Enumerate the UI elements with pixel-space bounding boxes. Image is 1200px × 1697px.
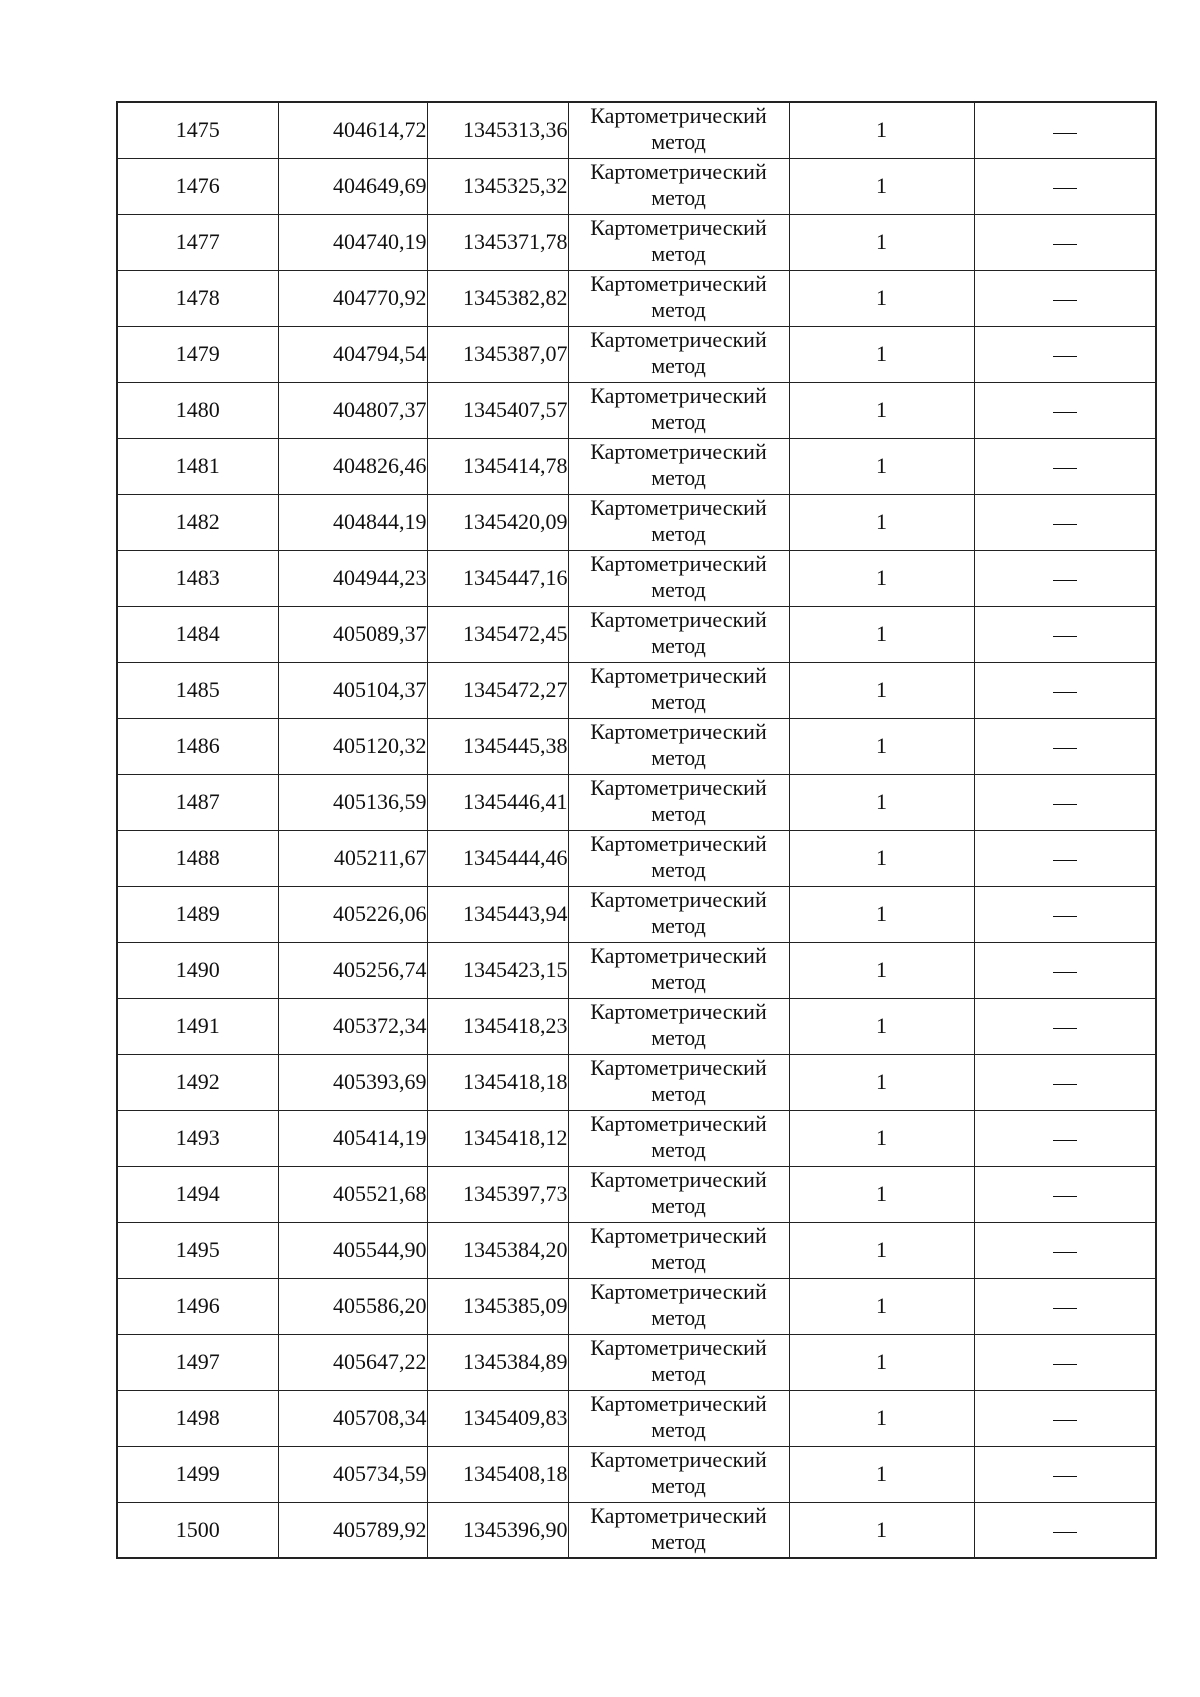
x-coordinate-cell: 405211,67 bbox=[278, 830, 427, 886]
method-cell bbox=[568, 438, 789, 494]
table-row bbox=[117, 438, 1156, 494]
description-cell bbox=[974, 1446, 1156, 1502]
method-cell bbox=[568, 102, 789, 158]
x-coordinate-cell: 405789,92 bbox=[278, 1502, 427, 1558]
method-label-line2: метод bbox=[651, 1248, 706, 1274]
method-label-line1: Картометрический bbox=[590, 886, 767, 912]
y-coordinate-cell: 1345414,78 bbox=[427, 438, 568, 494]
method-label-line2: метод bbox=[651, 352, 706, 378]
table-row bbox=[117, 886, 1156, 942]
point-number-cell: 1483 bbox=[117, 550, 278, 606]
method-label-line1: Картометрический bbox=[590, 438, 767, 464]
method-cell bbox=[568, 886, 789, 942]
description-dash bbox=[1053, 133, 1077, 134]
y-coordinate-cell: 1345418,18 bbox=[427, 1054, 568, 1110]
y-coordinate-cell: 1345472,45 bbox=[427, 606, 568, 662]
point-number-cell: 1482 bbox=[117, 494, 278, 550]
point-number-cell: 1487 bbox=[117, 774, 278, 830]
method-label-line1: Картометрический bbox=[590, 1278, 767, 1304]
method-cell bbox=[568, 1110, 789, 1166]
description-cell bbox=[974, 270, 1156, 326]
precision-cell: 1 bbox=[789, 1502, 974, 1558]
x-coordinate-cell: 405708,34 bbox=[278, 1390, 427, 1446]
y-coordinate-cell: 1345444,46 bbox=[427, 830, 568, 886]
description-dash bbox=[1053, 468, 1077, 469]
point-number-cell: 1481 bbox=[117, 438, 278, 494]
x-coordinate-cell: 405414,19 bbox=[278, 1110, 427, 1166]
table-row bbox=[117, 326, 1156, 382]
method-cell bbox=[568, 774, 789, 830]
description-cell bbox=[974, 1278, 1156, 1334]
y-coordinate-cell: 1345385,09 bbox=[427, 1278, 568, 1334]
precision-cell: 1 bbox=[789, 1054, 974, 1110]
method-label-line1: Картометрический bbox=[590, 550, 767, 576]
point-number-cell: 1491 bbox=[117, 998, 278, 1054]
point-number-cell: 1497 bbox=[117, 1334, 278, 1390]
description-cell bbox=[974, 998, 1156, 1054]
y-coordinate-cell: 1345418,12 bbox=[427, 1110, 568, 1166]
table-row bbox=[117, 774, 1156, 830]
method-label-line1: Картометрический bbox=[590, 942, 767, 968]
method-label-line2: метод bbox=[651, 1304, 706, 1330]
method-label-line2: метод bbox=[651, 744, 706, 770]
x-coordinate-cell: 404844,19 bbox=[278, 494, 427, 550]
point-number-cell: 1479 bbox=[117, 326, 278, 382]
y-coordinate-cell: 1345396,90 bbox=[427, 1502, 568, 1558]
y-coordinate-cell: 1345387,07 bbox=[427, 326, 568, 382]
method-label-line2: метод bbox=[651, 1360, 706, 1386]
method-label-line2: метод bbox=[651, 1416, 706, 1442]
description-dash bbox=[1053, 1028, 1077, 1029]
y-coordinate-cell: 1345446,41 bbox=[427, 774, 568, 830]
method-cell bbox=[568, 1446, 789, 1502]
method-label-line2: метод bbox=[651, 1528, 706, 1554]
description-cell bbox=[974, 830, 1156, 886]
y-coordinate-cell: 1345407,57 bbox=[427, 382, 568, 438]
precision-cell: 1 bbox=[789, 606, 974, 662]
description-cell bbox=[974, 326, 1156, 382]
point-number-cell: 1500 bbox=[117, 1502, 278, 1558]
x-coordinate-cell: 404649,69 bbox=[278, 158, 427, 214]
x-coordinate-cell: 405372,34 bbox=[278, 998, 427, 1054]
method-label-line1: Картометрический bbox=[590, 1222, 767, 1248]
point-number-cell: 1484 bbox=[117, 606, 278, 662]
method-label-line2: метод bbox=[651, 1024, 706, 1050]
precision-cell: 1 bbox=[789, 214, 974, 270]
table-row bbox=[117, 494, 1156, 550]
table-row bbox=[117, 1502, 1156, 1558]
point-number-cell: 1494 bbox=[117, 1166, 278, 1222]
precision-cell: 1 bbox=[789, 886, 974, 942]
point-number-cell: 1490 bbox=[117, 942, 278, 998]
description-dash bbox=[1053, 188, 1077, 189]
precision-cell: 1 bbox=[789, 270, 974, 326]
table-row bbox=[117, 214, 1156, 270]
y-coordinate-cell: 1345409,83 bbox=[427, 1390, 568, 1446]
method-cell bbox=[568, 1278, 789, 1334]
method-cell bbox=[568, 158, 789, 214]
method-label-line2: метод bbox=[651, 912, 706, 938]
method-label-line2: метод bbox=[651, 1136, 706, 1162]
description-cell bbox=[974, 494, 1156, 550]
description-cell bbox=[974, 158, 1156, 214]
table-row bbox=[117, 1390, 1156, 1446]
method-label-line2: метод bbox=[651, 1192, 706, 1218]
description-cell bbox=[974, 102, 1156, 158]
y-coordinate-cell: 1345423,15 bbox=[427, 942, 568, 998]
precision-cell: 1 bbox=[789, 382, 974, 438]
x-coordinate-cell: 405256,74 bbox=[278, 942, 427, 998]
method-label-line2: метод bbox=[651, 464, 706, 490]
description-dash bbox=[1053, 1532, 1077, 1533]
y-coordinate-cell: 1345382,82 bbox=[427, 270, 568, 326]
method-label-line1: Картометрический bbox=[590, 494, 767, 520]
table-row bbox=[117, 382, 1156, 438]
precision-cell: 1 bbox=[789, 830, 974, 886]
description-dash bbox=[1053, 804, 1077, 805]
point-number-cell: 1476 bbox=[117, 158, 278, 214]
description-cell bbox=[974, 438, 1156, 494]
table-row bbox=[117, 158, 1156, 214]
x-coordinate-cell: 405104,37 bbox=[278, 662, 427, 718]
method-label-line1: Картометрический bbox=[590, 214, 767, 240]
x-coordinate-cell: 405226,06 bbox=[278, 886, 427, 942]
y-coordinate-cell: 1345472,27 bbox=[427, 662, 568, 718]
point-number-cell: 1488 bbox=[117, 830, 278, 886]
method-label-line1: Картометрический bbox=[590, 1502, 767, 1528]
x-coordinate-cell: 404826,46 bbox=[278, 438, 427, 494]
y-coordinate-cell: 1345420,09 bbox=[427, 494, 568, 550]
table-row bbox=[117, 998, 1156, 1054]
precision-cell: 1 bbox=[789, 1390, 974, 1446]
method-label-line1: Картометрический bbox=[590, 1166, 767, 1192]
method-cell bbox=[568, 998, 789, 1054]
description-dash bbox=[1053, 748, 1077, 749]
y-coordinate-cell: 1345384,89 bbox=[427, 1334, 568, 1390]
y-coordinate-cell: 1345445,38 bbox=[427, 718, 568, 774]
method-cell bbox=[568, 1054, 789, 1110]
precision-cell: 1 bbox=[789, 550, 974, 606]
point-number-cell: 1498 bbox=[117, 1390, 278, 1446]
precision-cell: 1 bbox=[789, 158, 974, 214]
method-label-line2: метод bbox=[651, 129, 706, 154]
point-number-cell: 1486 bbox=[117, 718, 278, 774]
table-row bbox=[117, 1334, 1156, 1390]
method-cell bbox=[568, 326, 789, 382]
y-coordinate-cell: 1345371,78 bbox=[427, 214, 568, 270]
description-dash bbox=[1053, 244, 1077, 245]
y-coordinate-cell: 1345447,16 bbox=[427, 550, 568, 606]
y-coordinate-cell: 1345418,23 bbox=[427, 998, 568, 1054]
description-dash bbox=[1053, 860, 1077, 861]
table-row bbox=[117, 942, 1156, 998]
table-row bbox=[117, 1222, 1156, 1278]
method-label-line2: метод bbox=[651, 1080, 706, 1106]
description-dash bbox=[1053, 580, 1077, 581]
method-label-line1: Картометрический bbox=[590, 718, 767, 744]
description-cell bbox=[974, 662, 1156, 718]
table-row bbox=[117, 830, 1156, 886]
x-coordinate-cell: 405544,90 bbox=[278, 1222, 427, 1278]
precision-cell: 1 bbox=[789, 1110, 974, 1166]
method-cell bbox=[568, 1502, 789, 1558]
point-number-cell: 1480 bbox=[117, 382, 278, 438]
method-label-line2: метод bbox=[651, 408, 706, 434]
method-cell bbox=[568, 1390, 789, 1446]
description-cell bbox=[974, 1166, 1156, 1222]
description-cell bbox=[974, 1110, 1156, 1166]
description-cell bbox=[974, 886, 1156, 942]
precision-cell: 1 bbox=[789, 438, 974, 494]
method-cell bbox=[568, 662, 789, 718]
x-coordinate-cell: 404740,19 bbox=[278, 214, 427, 270]
description-cell bbox=[974, 382, 1156, 438]
method-label-line2: метод bbox=[651, 968, 706, 994]
method-label-line1: Картометрический bbox=[590, 1110, 767, 1136]
method-cell bbox=[568, 550, 789, 606]
coordinates-table-body bbox=[117, 102, 1156, 1558]
method-label-line1: Картометрический bbox=[590, 830, 767, 856]
method-label-line1: Картометрический bbox=[590, 1390, 767, 1416]
description-dash bbox=[1053, 1140, 1077, 1141]
description-cell bbox=[974, 1054, 1156, 1110]
method-cell bbox=[568, 1222, 789, 1278]
method-label-line2: метод bbox=[651, 296, 706, 322]
description-dash bbox=[1053, 1252, 1077, 1253]
y-coordinate-cell: 1345443,94 bbox=[427, 886, 568, 942]
method-cell bbox=[568, 830, 789, 886]
description-dash bbox=[1053, 412, 1077, 413]
method-label-line2: метод bbox=[651, 856, 706, 882]
y-coordinate-cell: 1345408,18 bbox=[427, 1446, 568, 1502]
precision-cell: 1 bbox=[789, 942, 974, 998]
method-label-line1: Картометрический bbox=[590, 326, 767, 352]
table-row bbox=[117, 662, 1156, 718]
point-number-cell: 1489 bbox=[117, 886, 278, 942]
description-dash bbox=[1053, 300, 1077, 301]
method-label-line1: Картометрический bbox=[590, 158, 767, 184]
x-coordinate-cell: 404944,23 bbox=[278, 550, 427, 606]
table-row bbox=[117, 102, 1156, 158]
description-dash bbox=[1053, 1364, 1077, 1365]
x-coordinate-cell: 404614,72 bbox=[278, 102, 427, 158]
table-row bbox=[117, 1054, 1156, 1110]
y-coordinate-cell: 1345313,36 bbox=[427, 102, 568, 158]
description-dash bbox=[1053, 1476, 1077, 1477]
precision-cell: 1 bbox=[789, 662, 974, 718]
y-coordinate-cell: 1345397,73 bbox=[427, 1166, 568, 1222]
point-number-cell: 1475 bbox=[117, 102, 278, 158]
precision-cell: 1 bbox=[789, 102, 974, 158]
coordinates-table bbox=[116, 101, 1157, 1559]
method-label-line1: Картометрический bbox=[590, 103, 767, 128]
method-label-line2: метод bbox=[651, 632, 706, 658]
description-cell bbox=[974, 550, 1156, 606]
table-row bbox=[117, 270, 1156, 326]
description-cell bbox=[974, 774, 1156, 830]
x-coordinate-cell: 404794,54 bbox=[278, 326, 427, 382]
table-row bbox=[117, 550, 1156, 606]
method-label-line2: метод bbox=[651, 800, 706, 826]
description-cell bbox=[974, 942, 1156, 998]
precision-cell: 1 bbox=[789, 1446, 974, 1502]
precision-cell: 1 bbox=[789, 1334, 974, 1390]
point-number-cell: 1493 bbox=[117, 1110, 278, 1166]
table-row bbox=[117, 1446, 1156, 1502]
precision-cell: 1 bbox=[789, 326, 974, 382]
description-cell bbox=[974, 214, 1156, 270]
method-label-line2: метод bbox=[651, 1472, 706, 1498]
x-coordinate-cell: 405521,68 bbox=[278, 1166, 427, 1222]
method-label-line1: Картометрический bbox=[590, 1334, 767, 1360]
table-row bbox=[117, 1278, 1156, 1334]
y-coordinate-cell: 1345325,32 bbox=[427, 158, 568, 214]
description-cell bbox=[974, 1390, 1156, 1446]
description-dash bbox=[1053, 916, 1077, 917]
table-row bbox=[117, 1166, 1156, 1222]
description-cell bbox=[974, 1334, 1156, 1390]
x-coordinate-cell: 405393,69 bbox=[278, 1054, 427, 1110]
description-dash bbox=[1053, 1420, 1077, 1421]
description-dash bbox=[1053, 692, 1077, 693]
method-cell bbox=[568, 494, 789, 550]
precision-cell: 1 bbox=[789, 494, 974, 550]
description-dash bbox=[1053, 972, 1077, 973]
method-label-line2: метод bbox=[651, 240, 706, 266]
precision-cell: 1 bbox=[789, 1278, 974, 1334]
method-label-line1: Картометрический bbox=[590, 1446, 767, 1472]
method-label-line1: Картометрический bbox=[590, 270, 767, 296]
x-coordinate-cell: 404807,37 bbox=[278, 382, 427, 438]
point-number-cell: 1496 bbox=[117, 1278, 278, 1334]
method-cell bbox=[568, 214, 789, 270]
point-number-cell: 1485 bbox=[117, 662, 278, 718]
x-coordinate-cell: 405136,59 bbox=[278, 774, 427, 830]
method-label-line1: Картометрический bbox=[590, 662, 767, 688]
precision-cell: 1 bbox=[789, 774, 974, 830]
description-dash bbox=[1053, 1308, 1077, 1309]
point-number-cell: 1495 bbox=[117, 1222, 278, 1278]
method-label-line1: Картометрический bbox=[590, 774, 767, 800]
description-dash bbox=[1053, 524, 1077, 525]
method-label-line1: Картометрический bbox=[590, 998, 767, 1024]
method-label-line2: метод bbox=[651, 520, 706, 546]
method-label-line2: метод bbox=[651, 184, 706, 210]
method-cell bbox=[568, 270, 789, 326]
method-cell bbox=[568, 382, 789, 438]
method-label-line1: Картометрический bbox=[590, 606, 767, 632]
table-row bbox=[117, 606, 1156, 662]
method-cell bbox=[568, 1334, 789, 1390]
x-coordinate-cell: 405120,32 bbox=[278, 718, 427, 774]
point-number-cell: 1478 bbox=[117, 270, 278, 326]
table-row bbox=[117, 1110, 1156, 1166]
point-number-cell: 1477 bbox=[117, 214, 278, 270]
x-coordinate-cell: 405647,22 bbox=[278, 1334, 427, 1390]
method-cell bbox=[568, 942, 789, 998]
precision-cell: 1 bbox=[789, 1166, 974, 1222]
description-cell bbox=[974, 606, 1156, 662]
description-dash bbox=[1053, 1084, 1077, 1085]
precision-cell: 1 bbox=[789, 998, 974, 1054]
x-coordinate-cell: 405089,37 bbox=[278, 606, 427, 662]
x-coordinate-cell: 405586,20 bbox=[278, 1278, 427, 1334]
x-coordinate-cell: 405734,59 bbox=[278, 1446, 427, 1502]
method-label-line2: метод bbox=[651, 688, 706, 714]
method-cell bbox=[568, 1166, 789, 1222]
precision-cell: 1 bbox=[789, 718, 974, 774]
method-cell bbox=[568, 606, 789, 662]
description-dash bbox=[1053, 356, 1077, 357]
description-dash bbox=[1053, 1196, 1077, 1197]
method-cell bbox=[568, 718, 789, 774]
point-number-cell: 1492 bbox=[117, 1054, 278, 1110]
y-coordinate-cell: 1345384,20 bbox=[427, 1222, 568, 1278]
x-coordinate-cell: 404770,92 bbox=[278, 270, 427, 326]
description-cell bbox=[974, 718, 1156, 774]
precision-cell: 1 bbox=[789, 1222, 974, 1278]
method-label-line1: Картометрический bbox=[590, 382, 767, 408]
method-label-line2: метод bbox=[651, 576, 706, 602]
method-label-line1: Картометрический bbox=[590, 1054, 767, 1080]
description-cell bbox=[974, 1502, 1156, 1558]
point-number-cell: 1499 bbox=[117, 1446, 278, 1502]
table-row bbox=[117, 718, 1156, 774]
description-cell bbox=[974, 1222, 1156, 1278]
description-dash bbox=[1053, 636, 1077, 637]
